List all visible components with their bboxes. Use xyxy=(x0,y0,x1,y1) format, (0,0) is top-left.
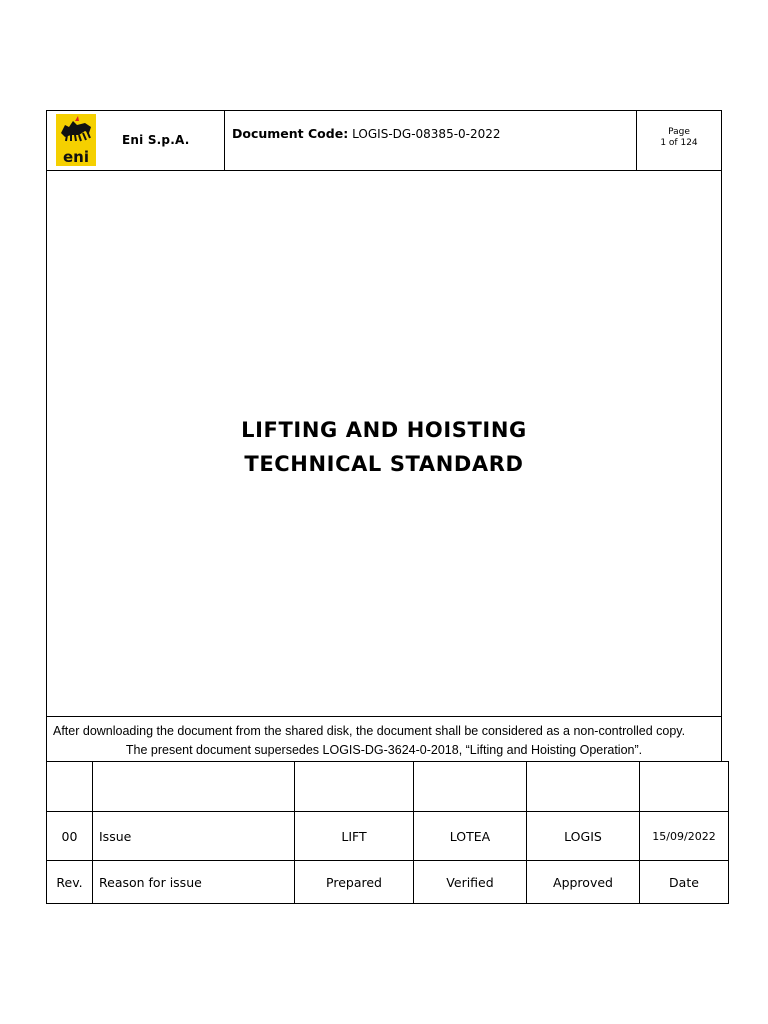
page-number: 1 of 124 xyxy=(660,138,698,148)
date-header: Date xyxy=(640,861,729,904)
reason-header: Reason for issue xyxy=(93,861,295,904)
document-notes xyxy=(46,716,722,762)
date-value: 15/09/2022 xyxy=(640,812,729,861)
table-row-headers xyxy=(47,861,729,904)
revision-table xyxy=(46,761,729,904)
table-row-blank xyxy=(47,762,729,812)
approved-value: LOGIS xyxy=(527,812,640,861)
reason-value: Issue xyxy=(93,812,295,861)
rev-header: Rev. xyxy=(47,861,93,904)
title-line-1: LIFTING AND HOISTING xyxy=(241,418,527,442)
verified-header: Verified xyxy=(414,861,527,904)
note-controlled-copy: After downloading the document from the shared disk, the document shall be considered as a non-controlled copy. xyxy=(53,724,686,738)
svg-text:eni: eni xyxy=(63,148,89,166)
prepared-value: LIFT xyxy=(295,812,414,861)
document-code-label: Document Code: xyxy=(232,126,349,141)
table-row-issue xyxy=(47,812,729,861)
title-area xyxy=(46,170,722,717)
note-supersedes: The present document supersedes LOGIS-DG-3624-0-2018, “Lifting and Hoisting Operation”. xyxy=(125,743,643,757)
logo-cell xyxy=(47,111,225,170)
eni-logo-icon xyxy=(55,113,97,167)
prepared-header: Prepared xyxy=(295,861,414,904)
page-cell xyxy=(637,111,721,170)
approved-header: Approved xyxy=(527,861,640,904)
title-line-2: TECHNICAL STANDARD xyxy=(244,452,524,476)
page-label: Page xyxy=(668,127,690,137)
document-title xyxy=(47,413,721,481)
company-name: Eni S.p.A. xyxy=(122,133,190,147)
document-code-cell xyxy=(225,111,637,170)
verified-value: LOTEA xyxy=(414,812,527,861)
document-header xyxy=(46,110,722,171)
document-code-value: LOGIS-DG-08385-0-2022 xyxy=(352,127,501,141)
rev-value: 00 xyxy=(47,812,93,861)
